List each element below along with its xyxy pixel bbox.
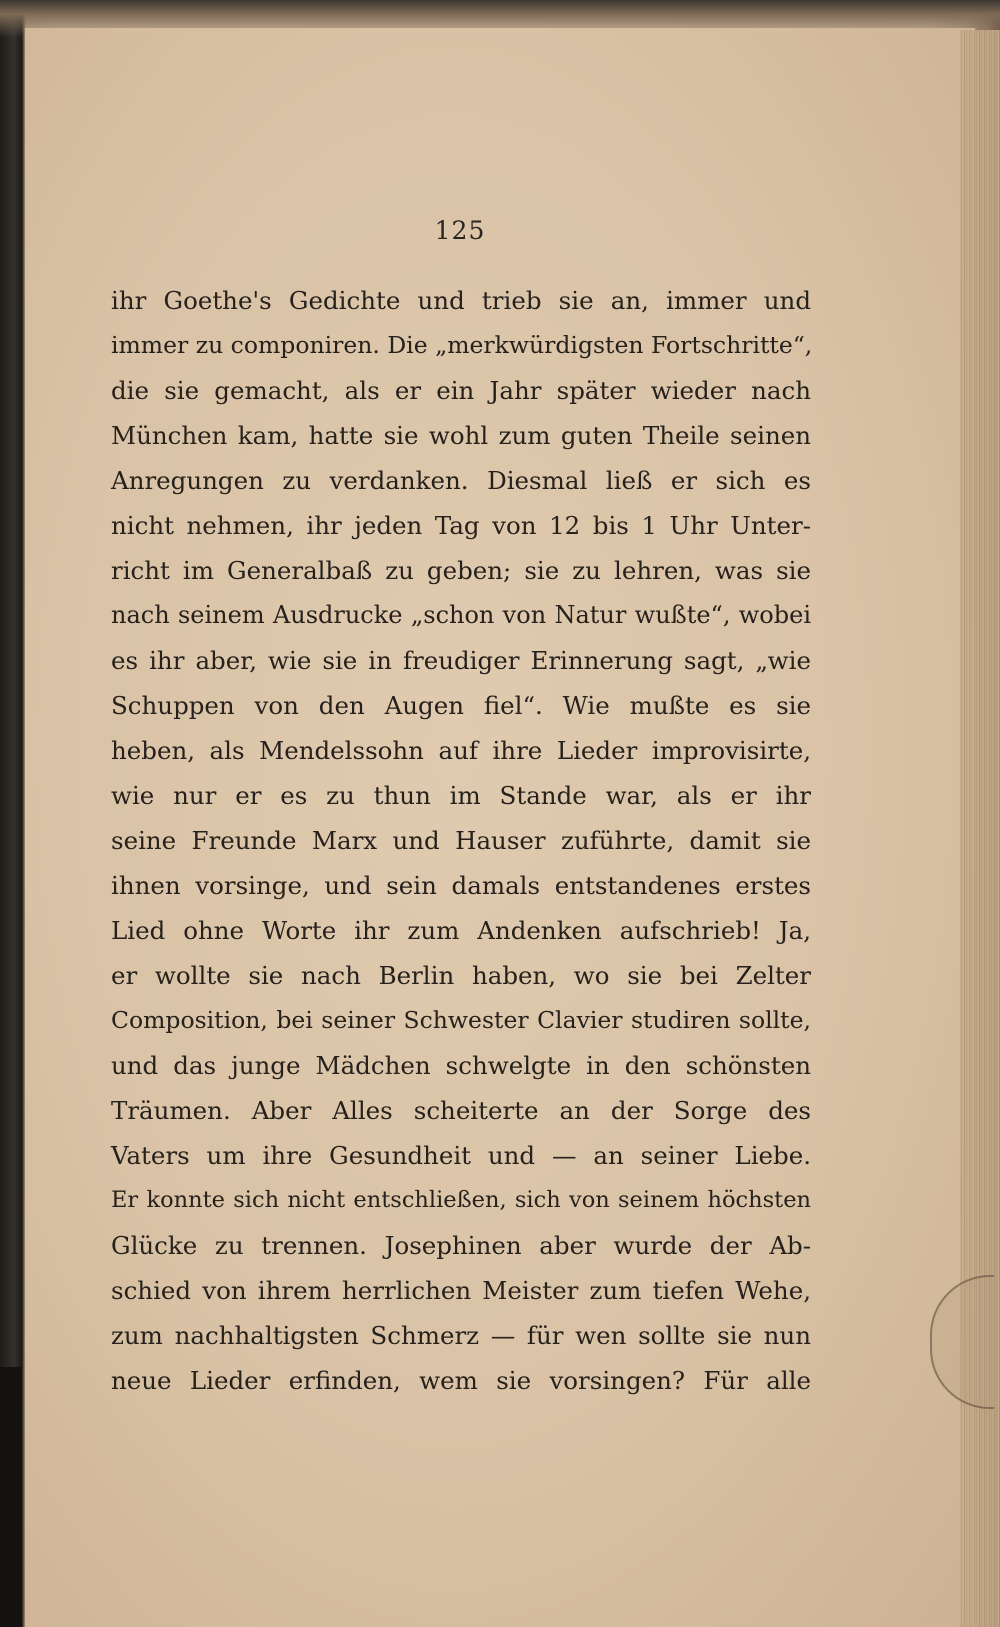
text-line: seine Freunde Marx und Hauser zuführte, damit sie [111,826,811,855]
text-line: zum nachhaltigsten Schmerz — für wen sollte sie nun [111,1321,811,1350]
text-line: die sie gemacht, als er ein Jahr später wieder nach [111,376,811,405]
text-line: ihnen vorsinge, und sein damals entstandenes erstes [111,871,811,900]
text-line: immer zu componiren. Die „merkwürdigsten Fortschritte“, [111,331,813,359]
text-line: Schuppen von den Augen fiel“. Wie mußte es sie [111,691,811,720]
text-line: neue Lieder erfinden, wem sie vorsingen? Für alle [111,1366,811,1395]
text-line: Vaters um ihre Gesundheit und — an seiner Liebe. [111,1141,811,1170]
text-line: nicht nehmen, ihr jeden Tag von 12 bis 1 Uhr Unter- [111,511,811,540]
text-line: Glücke zu trennen. Josephinen aber wurde der Ab- [111,1231,811,1260]
page-number: 125 [434,216,486,245]
text-line: nach seinem Ausdrucke „schon von Natur wußte“, wobei [111,601,811,629]
text-line: heben, als Mendelssohn auf ihre Lieder improvisirte, [111,736,811,765]
text-line: er wollte sie nach Berlin haben, wo sie bei Zelter [111,961,811,990]
text-line: schied von ihrem herrlichen Meister zum tiefen Wehe, [111,1276,811,1305]
text-line: es ihr aber, wie sie in freudiger Erinnerung sagt, „wie [111,646,811,675]
text-line: Lied ohne Worte ihr zum Andenken aufschrieb! Ja, [111,916,811,945]
text-line: Träumen. Aber Alles scheiterte an der Sorge des [111,1096,811,1125]
book-page [24,28,975,1627]
text-line: Anregungen zu verdanken. Diesmal ließ er sich es [111,466,811,495]
text-line: und das junge Mädchen schwelgte in den schönsten [111,1051,811,1080]
binding-shadow [0,1367,22,1627]
text-line: München kam, hatte sie wohl zum guten Theile seinen [111,421,811,450]
text-line: wie nur er es zu thun im Stande war, als er ihr [111,781,811,810]
page-text [111,278,811,1403]
text-line: ihr Goethe's Gedichte und trieb sie an, immer und [111,286,811,315]
text-line: Composition, bei seiner Schwester Clavier studiren sollte, [111,1006,811,1034]
text-line: richt im Generalbaß zu geben; sie zu lehren, was sie [111,556,811,585]
text-line: Er konnte sich nicht entschließen, sich von seinem höchsten [111,1187,811,1213]
